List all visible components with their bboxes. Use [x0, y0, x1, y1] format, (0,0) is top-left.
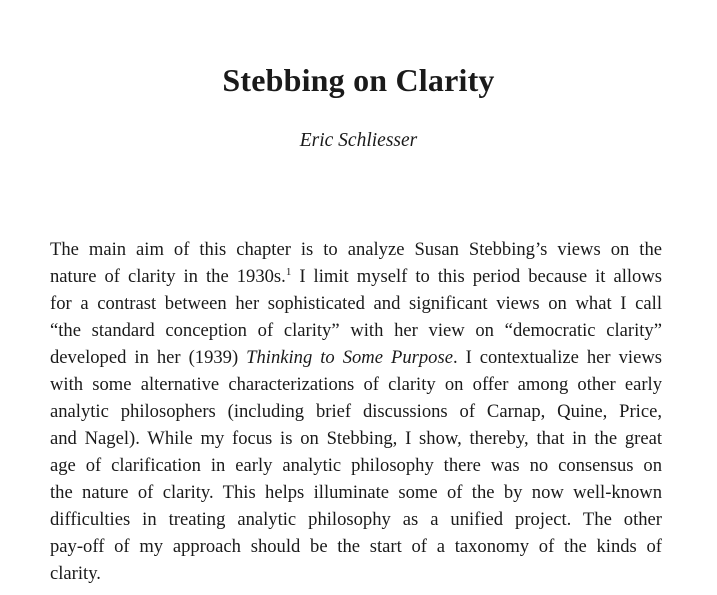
text-line: clarity.	[50, 563, 101, 584]
text-line: for a contrast between her sophisticated and significant views on what I call	[50, 293, 662, 314]
footnote-marker[interactable]: 1	[285, 265, 292, 278]
text-line: “the standard conception of clarity” with her view on “democratic clarity”	[50, 320, 662, 341]
text-line: difficulties in treating analytic philosophy as a unified project. The other	[50, 509, 662, 530]
chapter-abstract	[50, 236, 662, 587]
text-line: developed in her (1939) Thinking to Some Purpose. I contextualize her views	[50, 347, 662, 368]
author-name: Eric Schliesser	[299, 130, 418, 151]
text-line: the nature of clarity. This helps illuminate some of the by now well-known	[50, 482, 662, 503]
text-line: age of clarification in early analytic philosophy there was no consensus on	[50, 455, 662, 476]
text-line: pay-off of my approach should be the start of a taxonomy of the kinds of	[50, 536, 662, 557]
book-title: Thinking to Some Purpose	[246, 347, 453, 368]
text-line: with some alternative characterizations of clarity on offer among other early	[50, 374, 662, 395]
text-line: and Nagel). While my focus is on Stebbing, I show, thereby, that in the great	[50, 428, 662, 449]
chapter-title: Stebbing on Clarity	[222, 62, 495, 98]
text-line: nature of clarity in the 1930s.$^1$ I limit myself to this period because it allows	[50, 265, 662, 287]
text-line: analytic philosophers (including brief discussions of Carnap, Quine, Price,	[50, 401, 662, 422]
text-line: The main aim of this chapter is to analyze Susan Stebbing’s views on the	[50, 239, 662, 260]
